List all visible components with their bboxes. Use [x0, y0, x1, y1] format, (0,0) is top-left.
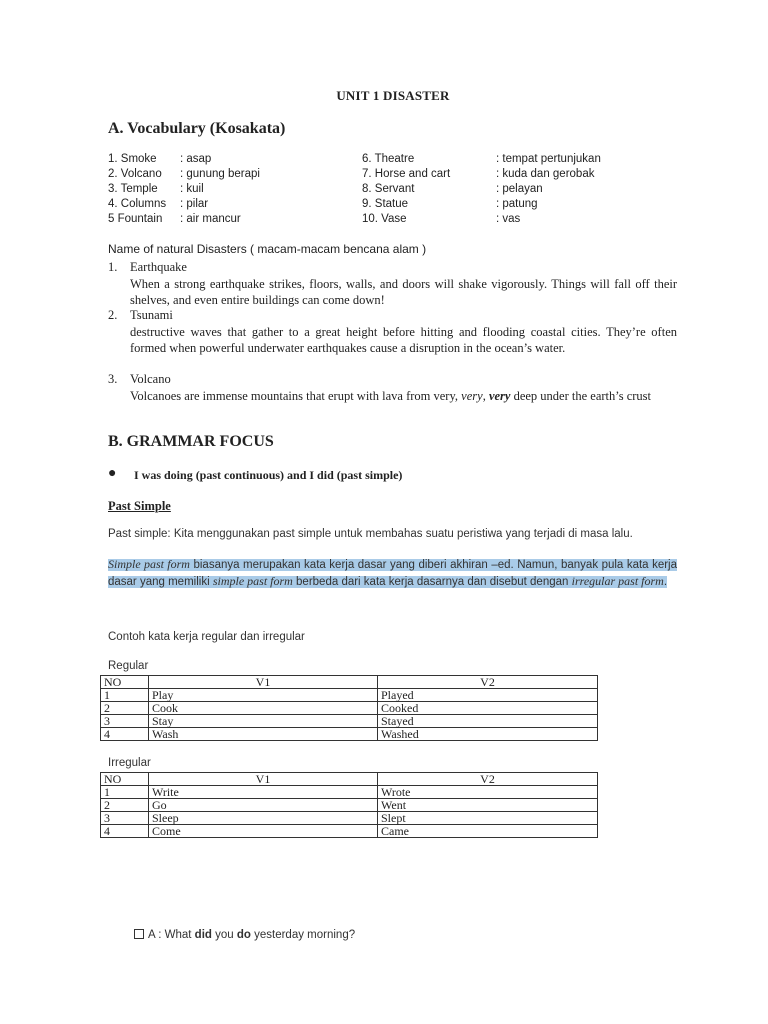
bullet-text: I was doing (past continuous) and I did (past simple)	[134, 468, 403, 482]
irregular-verbs-table	[100, 772, 598, 838]
past-simple-title: Past Simple	[108, 499, 171, 513]
table-row: 2 Cook Cooked	[101, 702, 598, 715]
disaster-name: Volcano	[130, 372, 171, 386]
vocab-meaning: : tempat pertunjukan	[496, 153, 601, 165]
table-row: 3 Stay Stayed	[101, 715, 598, 728]
disaster-description: When a strong earthquake strikes, floors, walls, and doors will shake vigorously. Things will fall off their shelves, and even entire buildings can come down!	[130, 277, 677, 308]
vocab-meaning: : gunung berapi	[180, 168, 260, 180]
vocab-row	[108, 153, 628, 168]
table-header-row	[101, 676, 598, 689]
vocab-row	[108, 213, 628, 228]
vocab-term: 2. Volcano	[108, 168, 162, 180]
disaster-description: Volcanoes are immense mountains that erupt with lava from very, very, very deep under the earth’s crust	[130, 389, 652, 403]
vocab-term: 6. Theatre	[362, 153, 415, 165]
header-v2: V2	[378, 773, 598, 786]
vocab-meaning: : asap	[180, 153, 212, 165]
page-title: UNIT 1 DISASTER	[336, 88, 450, 103]
vocabulary-list	[108, 153, 628, 228]
examples-intro: Contoh kata kerja regular dan irregular	[108, 631, 305, 643]
question-line: A : What did you do yesterday morning?	[134, 929, 355, 941]
regular-label: Regular	[108, 660, 149, 672]
vocab-row	[108, 168, 628, 183]
vocab-meaning: : kuda dan gerobak	[496, 168, 595, 180]
vocabulary-heading: A. Vocabulary (Kosakata)	[108, 120, 286, 137]
vocab-meaning: : pelayan	[496, 183, 543, 195]
table-row: 3 Sleep Slept	[101, 812, 598, 825]
vocab-meaning: : pilar	[180, 198, 209, 210]
disaster-name: Tsunami	[130, 308, 173, 322]
vocab-term: 8. Servant	[362, 183, 415, 195]
grammar-heading: B. GRAMMAR FOCUS	[108, 433, 274, 450]
table-row: 1 Write Wrote	[101, 786, 598, 799]
table-row: 1 Play Played	[101, 689, 598, 702]
table-header-row	[101, 773, 598, 786]
natural-disasters-title: Name of natural Disasters ( macam-macam bencana alam )	[108, 242, 427, 256]
table-row: 2 Go Went	[101, 799, 598, 812]
disaster-name: Earthquake	[130, 260, 187, 274]
table-row: 4 Come Came	[101, 825, 598, 838]
bullet-icon: ●	[108, 466, 117, 481]
irregular-label: Irregular	[108, 757, 151, 769]
vocab-row	[108, 198, 628, 213]
vocab-term: 4. Columns	[108, 198, 167, 210]
vocab-term: 3. Temple	[108, 183, 158, 195]
vocab-row	[108, 183, 628, 198]
vocab-meaning: : air mancur	[180, 213, 241, 225]
vocab-meaning: : vas	[496, 213, 521, 225]
header-v2: V2	[378, 676, 598, 689]
disaster-number: 3.	[108, 372, 118, 386]
regular-verbs-table	[100, 675, 598, 741]
past-simple-definition: Past simple: Kita menggunakan past simple untuk membahas suatu peristiwa yang terjadi di masa lalu.	[108, 528, 633, 540]
header-v1: V1	[149, 676, 378, 689]
vocab-term: 7. Horse and cart	[362, 168, 451, 180]
disaster-description: destructive waves that gather to a great height before hitting and flooding coastal cities. They’re often formed when powerful underwater earthquakes cause a disruption in the ocean’s water.	[130, 325, 677, 356]
vocab-meaning: : patung	[496, 198, 538, 210]
vocab-term: 5 Fountain	[108, 213, 163, 225]
vocab-term: 9. Statue	[362, 198, 409, 210]
vocab-term: 10. Vase	[362, 213, 407, 225]
disaster-number: 1.	[108, 260, 118, 274]
header-v1: V1	[149, 773, 378, 786]
header-no: NO	[101, 676, 149, 689]
highlighted-paragraph: Simple past form biasanya merupakan kata kerja dasar yang diberi akhiran –ed. Namun, banyak pula kata kerja dasar yang memiliki simple past form berbeda dari kata kerja dasarnya dan disebut dengan irregular past form.	[108, 557, 677, 588]
table-row: 4 Wash Washed	[101, 728, 598, 741]
disaster-number: 2.	[108, 308, 118, 322]
vocab-meaning: : kuil	[180, 183, 204, 195]
vocab-term: 1. Smoke	[108, 153, 157, 165]
checkbox-square-icon	[134, 929, 144, 939]
header-no: NO	[101, 773, 149, 786]
term-simple-past-form: Simple past form	[108, 557, 190, 571]
